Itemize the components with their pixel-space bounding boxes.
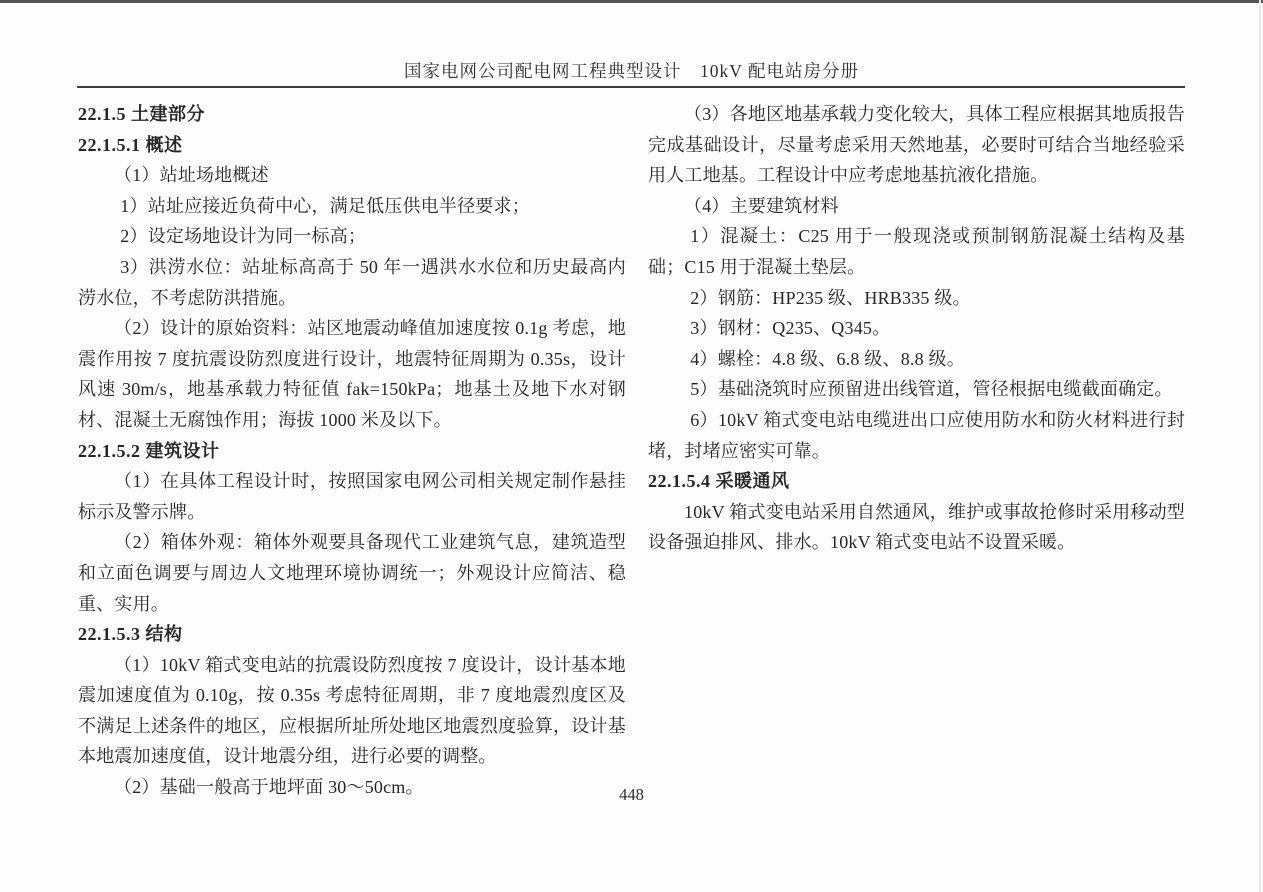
subsection-heading: 22.1.5.2 建筑设计 (78, 440, 220, 461)
paragraph: （3）各地区地基承载力变化较大，具体工程应根据其地质报告完成基础设计，尽量考虑采用天然地基，必要时可结合当地经验采用人工地基。工程设计中应考虑地基抗液化措施。 (648, 104, 1185, 186)
section-heading: 22.1.5 土建部分 (78, 104, 205, 124)
paragraph: （1）站址场地概述 (114, 165, 269, 186)
list-item: 4）螺栓：4.8 级、6.8 级、8.8 级。 (690, 348, 965, 369)
list-item: 3）钢材：Q235、Q345。 (690, 318, 891, 339)
list-item: 6）10kV 箱式变电站电缆进出口应使用防水和防火材料进行封堵，封堵应密实可靠。 (648, 409, 1185, 461)
list-item: 5）基础浇筑时应预留进出线管道，管径根据电缆截面确定。 (690, 379, 1173, 400)
scan-artifact-right-edge (1259, 0, 1261, 892)
subsection-heading: 22.1.5.1 概述 (78, 134, 183, 155)
paragraph: 10kV 箱式变电站采用自然通风，维护或事故抢修时采用移动型设备强迫排风、排水。10kV 箱式变电站不设置采暖。 (648, 501, 1185, 553)
paragraph: （2）基础一般高于地坪面 30～50cm。 (114, 777, 424, 798)
subsection-heading: 22.1.5.3 结构 (78, 624, 183, 645)
paragraph: （1）10kV 箱式变电站的抗震设防烈度按 7 度设计，设计基本地震加速度值为 0.10g，按 0.35s 考虑特征周期，非 7 度地震烈度区及不满足上述条件的地区，应根据所址所处地区地震烈度验算，设计基本地震加速度值，设计地震分组，进行必要的调整。 (78, 654, 626, 767)
page-number: 448 (619, 785, 644, 804)
list-item: 1）站址应接近负荷中心，满足低压供电半径要求； (120, 195, 530, 216)
scan-artifact-top-bar (0, 0, 1263, 3)
paragraph: （2）箱体外观：箱体外观要具备现代工业建筑气息，建筑造型和立面色调要与周边人文地理环境协调统一；外观设计应简洁、稳重、实用。 (78, 532, 626, 614)
header-rule (77, 86, 1185, 88)
running-head-title: 国家电网公司配电网工程典型设计 10kV 配电站房分册 (404, 61, 859, 81)
list-item: 2）钢筋：HP235 级、HRB335 级。 (690, 287, 971, 308)
subsection-heading: 22.1.5.4 采暖通风 (648, 471, 790, 492)
right-column (648, 99, 1185, 803)
list-item: 1）混凝土：C25 用于一般现浇或预制钢筋混凝土结构及基础；C15 用于混凝土垫层。 (648, 226, 1185, 277)
paragraph: （2）设计的原始资料：站区地震动峰值加速度按 0.1g 考虑，地震作用按 7 度抗震设防烈度进行设计，地震特征周期为 0.35s，设计风速 30m/s，地基承载力特征值 fak=150kPa；地基土及地下水对钢材、混凝土无腐蚀作用；海拔 1000 米及以下。 (78, 318, 626, 430)
list-item: 3）洪涝水位：站址标高高于 50 年一遇洪水水位和历史最高内涝水位，不考虑防洪措施。 (78, 256, 626, 308)
left-column (78, 99, 626, 803)
paragraph: （4）主要建筑材料 (684, 195, 839, 216)
paragraph: （1）在具体工程设计时，按照国家电网公司相关规定制作悬挂标示及警示牌。 (78, 471, 626, 522)
list-item: 2）设定场地设计为同一标高； (120, 226, 367, 247)
text-columns (78, 99, 1185, 803)
